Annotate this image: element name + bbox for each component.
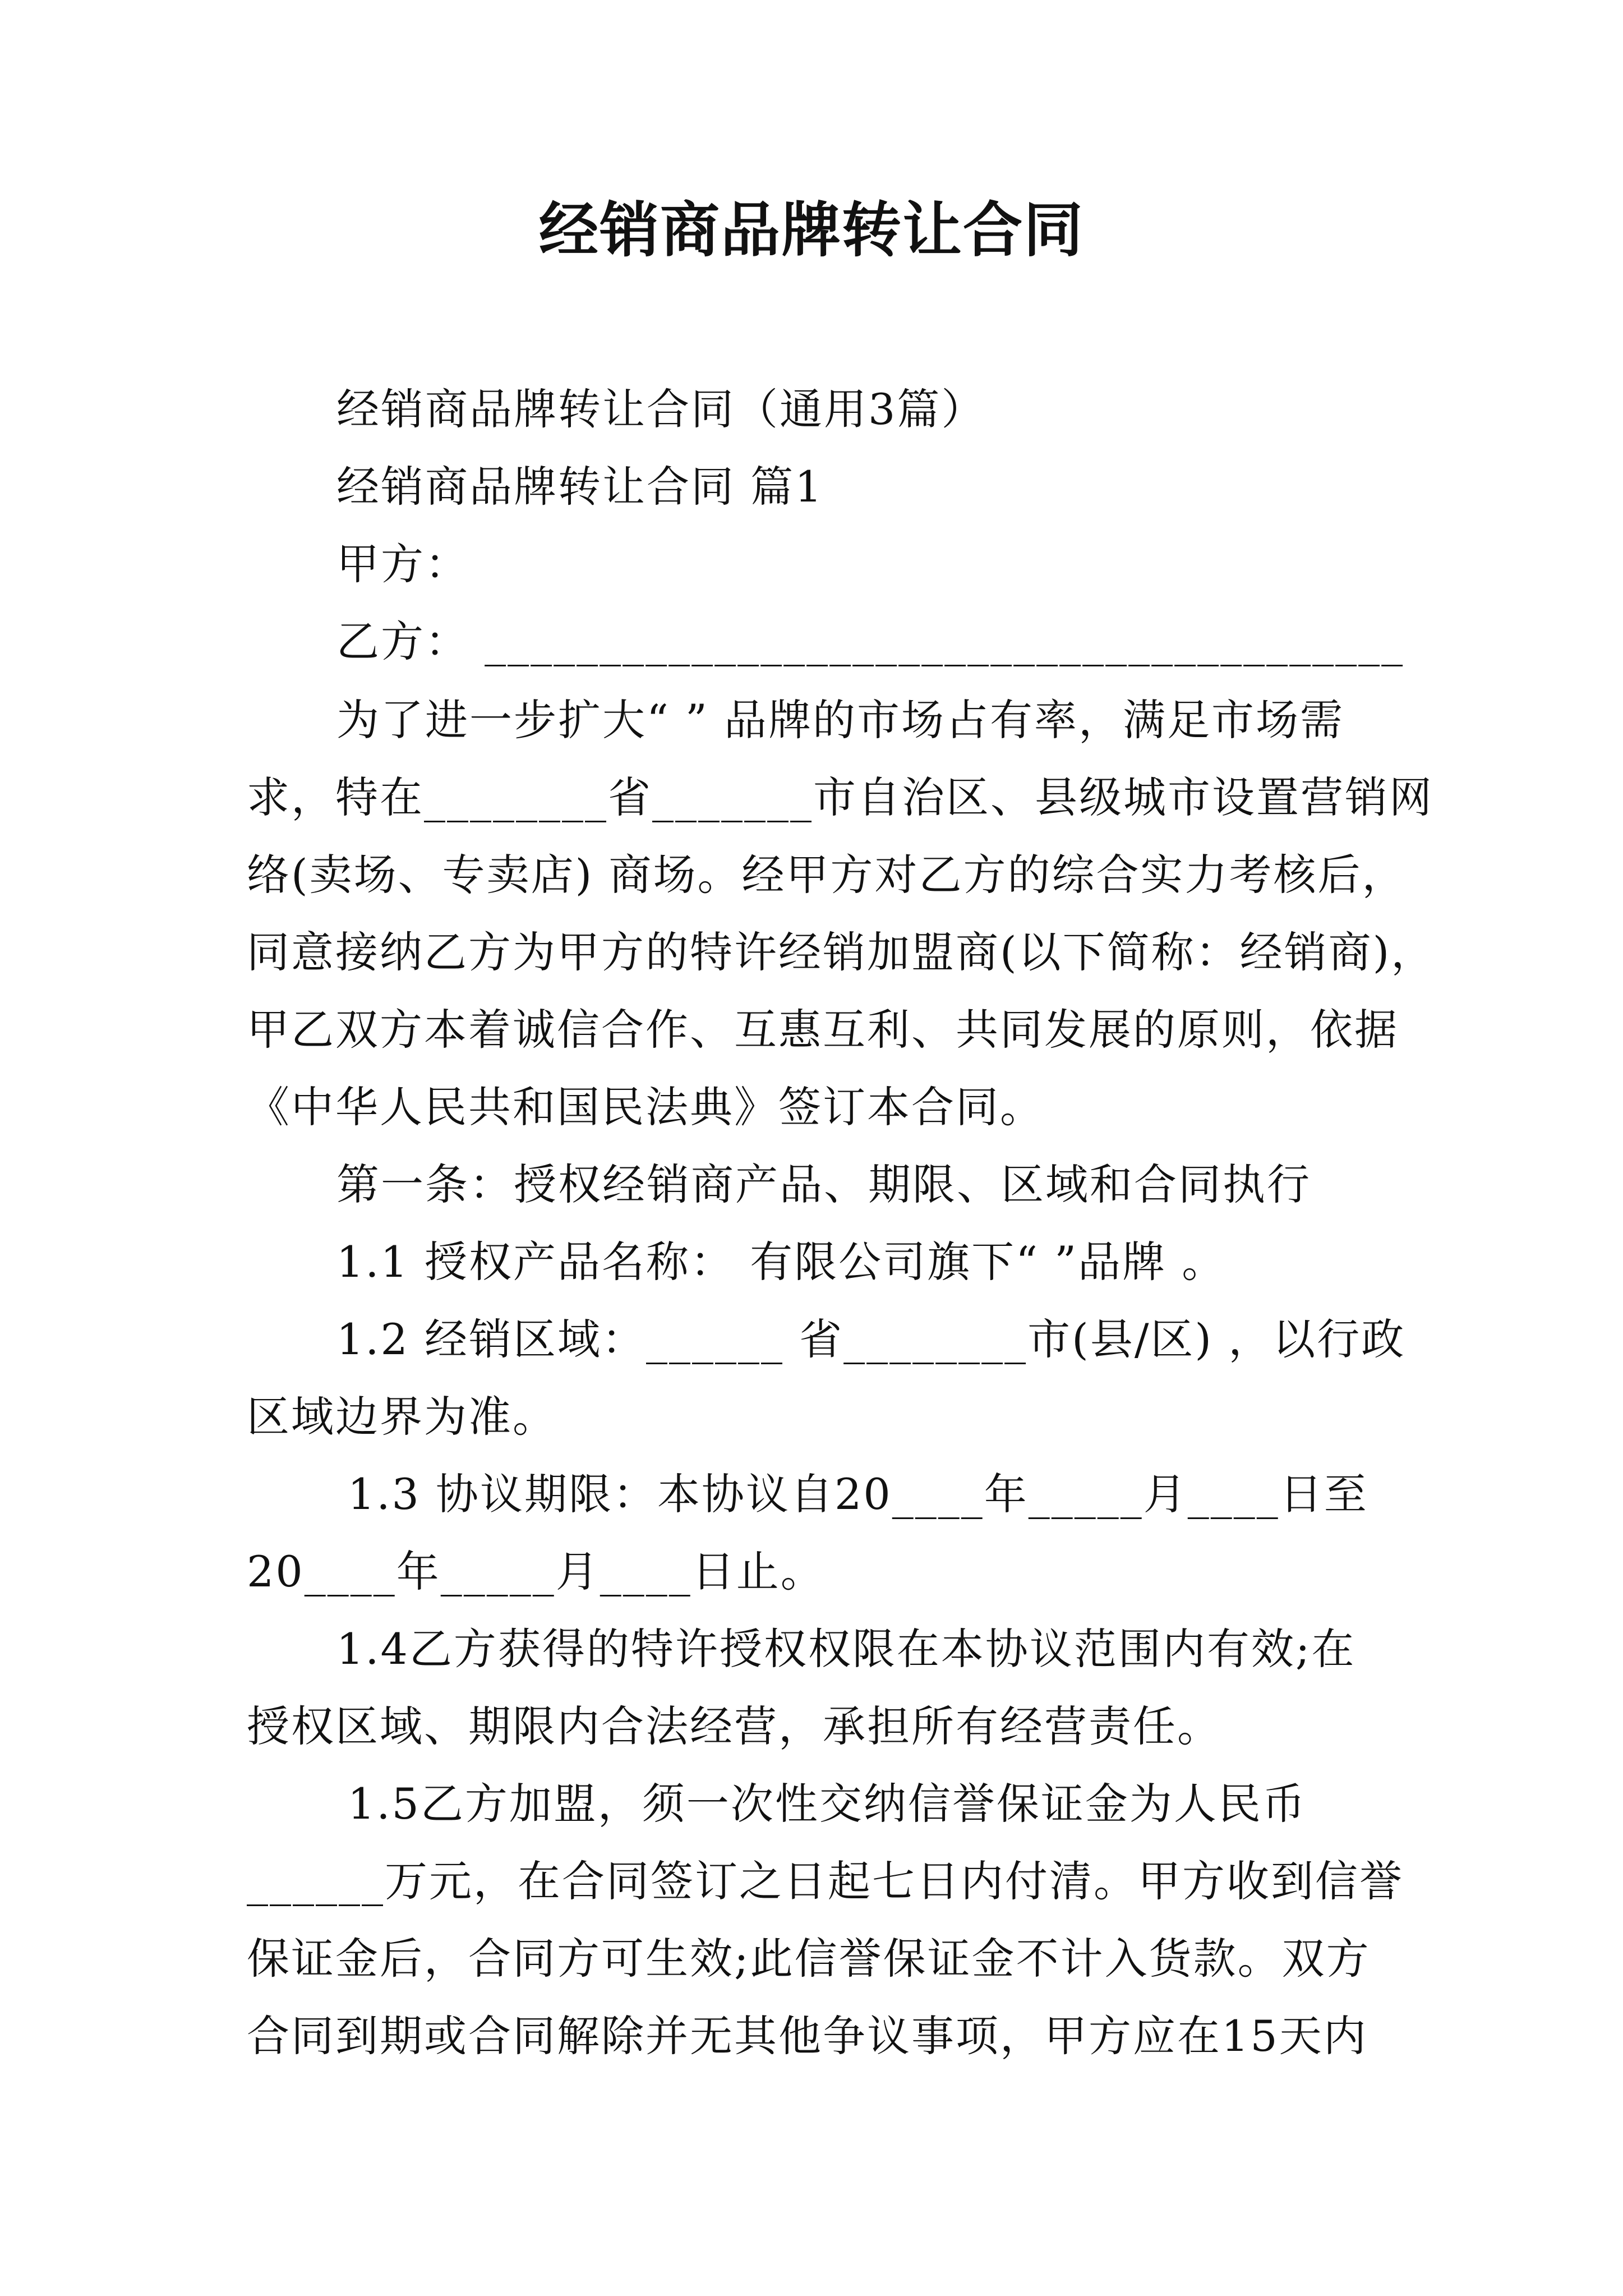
clause-1-5-cont: 合同到期或合同解除并无其他争议事项，甲方应在15天内	[247, 2011, 1368, 2061]
part-heading-line: 经销商品牌转让合同 篇1	[336, 462, 824, 512]
paragraph-line: 《中华人民共和国民法典》签订本合同。	[247, 1082, 1044, 1132]
clause-1-4-cont: 授权区域、期限内合法经营，承担所有经营责任。	[247, 1701, 1221, 1751]
clause-1-4: 1.4乙方获得的特许授权权限在本协议范围内有效;在	[336, 1624, 1356, 1674]
paragraph-line: 求，特在________省_______市自治区、县级城市设置营销网	[247, 772, 1433, 822]
clause-1-3-cont: 20____年_____月____日止。	[247, 1547, 825, 1596]
clause-1-5-cont: 保证金后，合同方可生效;此信誉保证金不计入货款。双方	[247, 1934, 1371, 1984]
clause-1-1: 1.1 授权产品名称： 有限公司旗下“ ”品牌 。	[336, 1237, 1227, 1287]
article-heading: 第一条：授权经销商产品、期限、区域和合同执行	[336, 1159, 1311, 1209]
clause-1-5-cont: ______万元，在合同签订之日起七日内付清。甲方收到信誉	[247, 1856, 1404, 1906]
clause-1-3: 1.3 协议期限：本协议自20____年_____月____日至	[348, 1469, 1368, 1519]
clause-1-5: 1.5乙方加盟，须一次性交纳信誉保证金为人民币	[348, 1779, 1307, 1829]
party-b-line: 乙方： ________________________________________	[336, 616, 1405, 666]
subtitle-line: 经销商品牌转让合同（通用3篇）	[336, 384, 986, 434]
paragraph-line: 同意接纳乙方为甲方的特许经销加盟商(以下简称：经销商)，	[247, 927, 1436, 977]
clause-1-2: 1.2 经销区域：______ 省________市(县/区) ，以行政	[336, 1314, 1406, 1364]
party-a-line: 甲方：	[336, 539, 469, 589]
clause-1-2-cont: 区域边界为准。	[247, 1392, 557, 1442]
paragraph-line: 络(卖场、专卖店) 商场。经甲方对乙方的综合实力考核后，	[247, 850, 1407, 900]
document-title: 经销商品牌转让合同	[539, 195, 1084, 265]
paragraph-line: 为了进一步扩大“ ” 品牌的市场占有率，满足市场需	[336, 695, 1345, 745]
paragraph-line: 甲乙双方本着诚信合作、互惠互利、共同发展的原则，依据	[247, 1005, 1399, 1055]
